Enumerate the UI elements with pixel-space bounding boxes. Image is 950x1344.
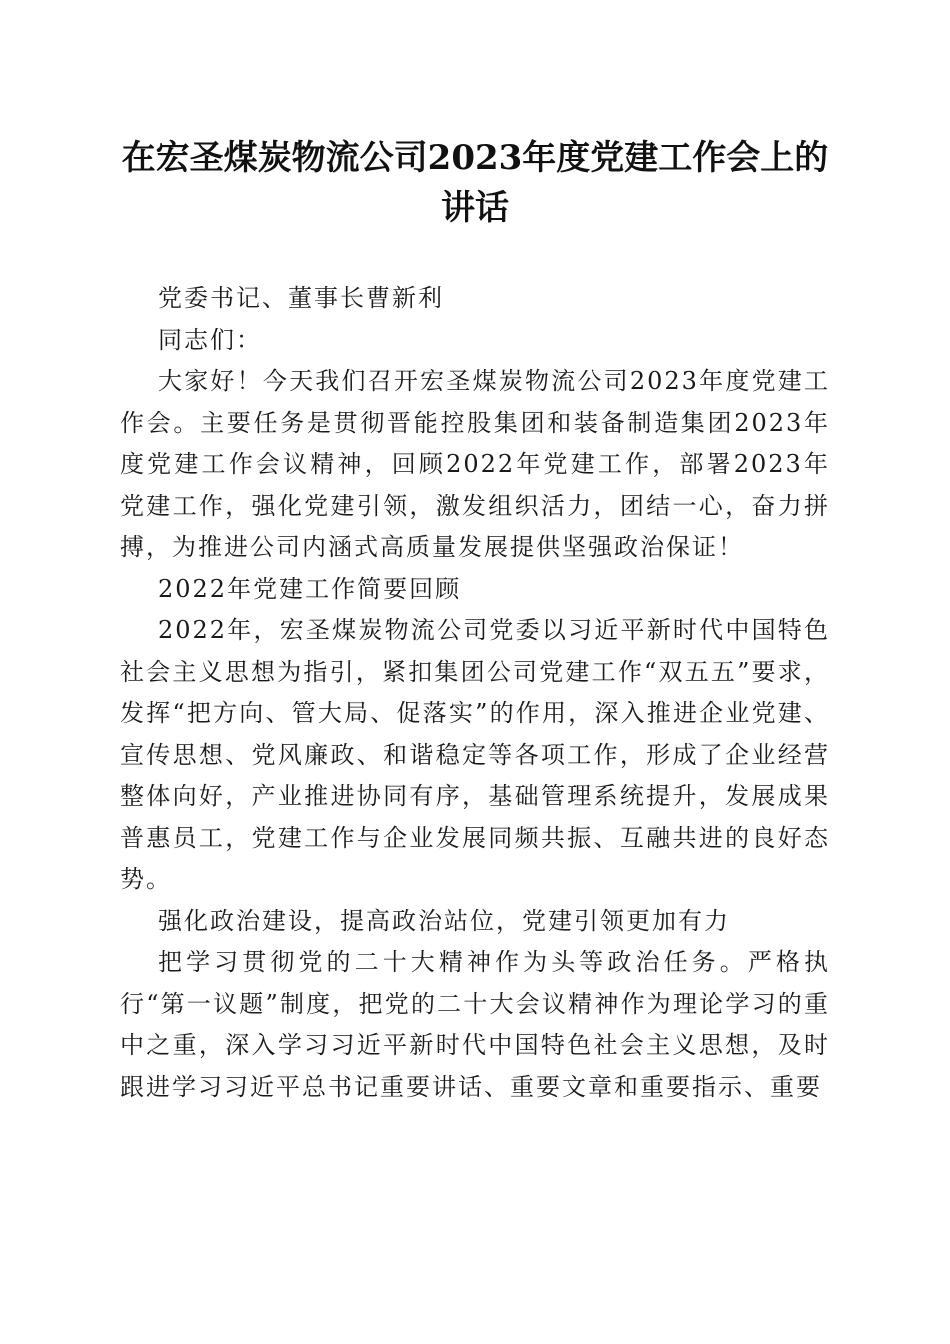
speaker-line: 党委书记、董事长曹新利: [158, 284, 444, 312]
section-heading-review: 2022年党建工作简要回顾: [158, 574, 462, 603]
document-title: 在宏圣煤炭物流公司2023年度党建工作会上的讲话: [121, 138, 829, 228]
political-study-paragraph: 把学习贯彻党的二十大精神作为头等政治任务。严格执行“第一议题”制度，把党的二十大会议精神作为理论学习的重中之重，深入学习习近平新时代中国特色社会主义思想，及时跟进学习习近平总书记重要讲话、重要文章和重要指示、重要: [120, 948, 830, 1101]
review-paragraph: 2022年，宏圣煤炭物流公司党委以习近平新时代中国特色社会主义思想为指引，紧扣集团公司党建工作“双五五”要求，发挥“把方向、管大局、促落实”的作用，深入推进企业党建、宣传思想、党风廉政、和谐稳定等各项工作，形成了企业经营整体向好，产业推进协同有序，基础管理系统提升，发展成果普惠员工，党建工作与企业发展同频共振、互融共进的良好态势。: [120, 616, 830, 893]
opening-paragraph: 大家好！今天我们召开宏圣煤炭物流公司2023年度党建工作会。主要任务是贯彻晋能控股集团和装备制造集团2023年度党建工作会议精神，回顾2022年党建工作，部署2023年党建工作，强化党建引领，激发组织活力，团结一心，奋力拼搏，为推进公司内涵式高质量发展提供坚强政治保证！: [120, 367, 830, 561]
salutation: 同志们：: [158, 325, 262, 354]
subheading-political-building: 强化政治建设，提高政治站位，党建引领更加有力: [158, 906, 730, 935]
document-body: [120, 278, 830, 1108]
